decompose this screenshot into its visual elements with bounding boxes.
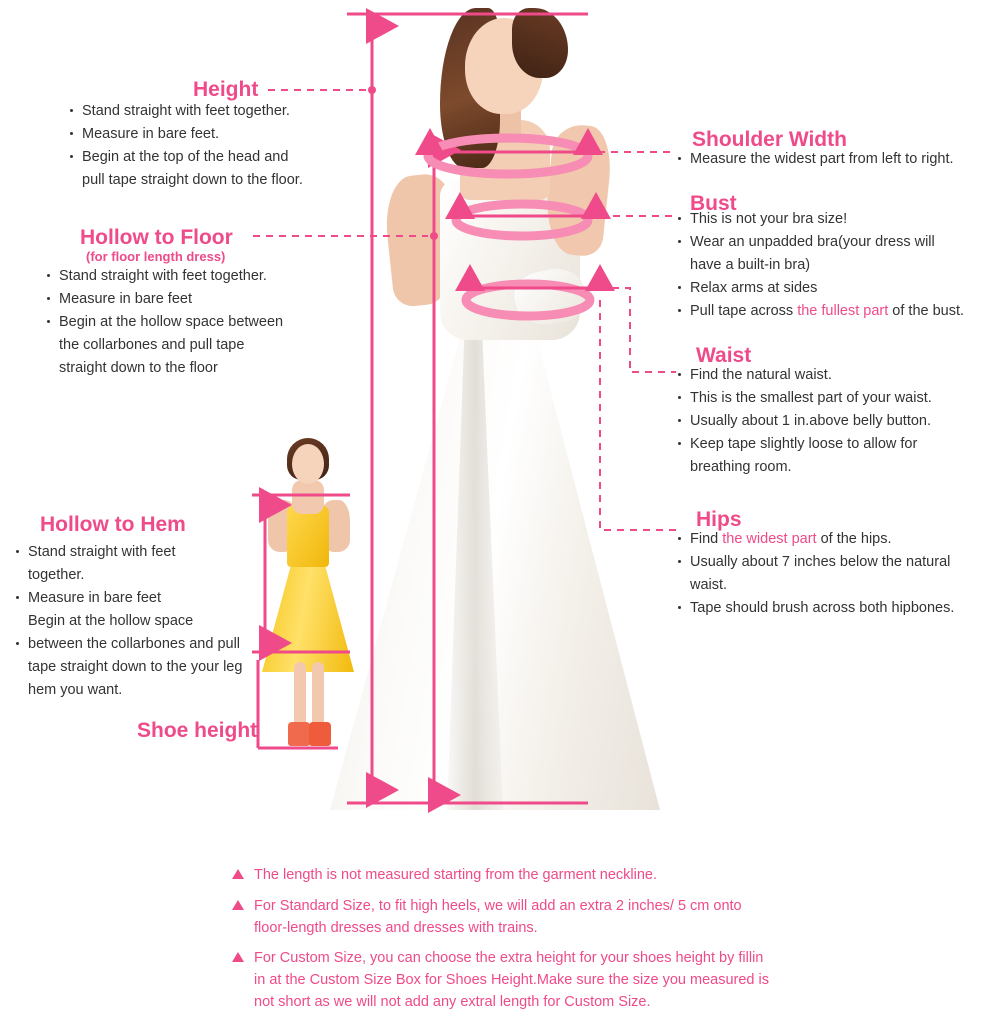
- list-item: Begin at the top of the head and: [68, 146, 358, 168]
- hollow-to-hem-bullets: [14, 541, 264, 702]
- list-item: breathing room.: [690, 459, 792, 476]
- list-item-bust-fullest: [676, 300, 1000, 322]
- list-item-hips-widest: [676, 528, 1000, 550]
- list-item: Measure in bare feet: [14, 587, 264, 609]
- hips-bullets: [676, 528, 1000, 620]
- list-item: Begin at the hollow space: [28, 613, 194, 630]
- girl-skirt: [262, 560, 354, 672]
- hips-heading: Hips: [696, 508, 742, 531]
- warning-triangle-icon: [232, 900, 244, 910]
- list-item: tape straight down to the your leg: [28, 659, 243, 676]
- hips-first-prefix: Find: [690, 531, 723, 547]
- list-item: have a built-in bra): [690, 257, 811, 274]
- height-bullets: [68, 100, 358, 192]
- girl-head: [292, 444, 324, 484]
- note-line: in at the Custom Size Box for Shoes Height.Make sure the size you measured is: [254, 972, 769, 988]
- waist-bullets: [676, 364, 1000, 479]
- note-line: not short as we will not add any extral length for Custom Size.: [254, 993, 651, 1010]
- shoulder-width-heading: Shoulder Width: [692, 128, 847, 151]
- note-line: For Standard Size, to fit high heels, we will add an extra 2 inches/ 5 cm onto: [254, 897, 742, 914]
- list-item: This is not your bra size!: [676, 208, 1000, 230]
- list-item: This is the smallest part of your waist.: [676, 387, 1000, 409]
- girl-left-leg: [294, 662, 306, 728]
- bust-last-highlight: the fullest part: [797, 303, 889, 320]
- note-line: The length is not measured starting from the garment neckline.: [254, 867, 657, 883]
- list-item: Relax arms at sides: [676, 277, 1000, 299]
- height-heading: Height: [193, 78, 259, 101]
- list-item: Wear an unpadded bra(your dress will: [676, 231, 1000, 253]
- footer-note: [232, 948, 872, 1013]
- shoulder-width-bullets: [676, 148, 996, 171]
- shoe-height-heading: Shoe height: [137, 719, 258, 742]
- bust-heading: Bust: [690, 192, 737, 215]
- list-item: Begin at the hollow space between: [45, 311, 345, 333]
- note-line: For Custom Size, you can choose the extra height for your shoes height by fillin: [254, 950, 764, 967]
- list-item: Stand straight with feet together.: [68, 100, 358, 122]
- bust-last-prefix: Pull tape across: [690, 303, 798, 320]
- girl-bodice: [287, 505, 329, 567]
- girl-left-shoe: [288, 722, 310, 746]
- list-item: pull tape straight down to the floor.: [82, 172, 303, 189]
- hips-first-highlight: the widest part: [722, 531, 817, 547]
- list-item: Usually about 1 in.above belly button.: [676, 410, 1000, 432]
- footer-notes: [232, 865, 872, 1023]
- list-item: Measure in bare feet.: [68, 123, 358, 145]
- bust-last-suffix: of the bust.: [888, 303, 965, 320]
- warning-triangle-icon: [232, 952, 244, 962]
- list-item: Stand straight with feet: [14, 541, 264, 563]
- girl-right-shoe: [309, 722, 331, 746]
- list-item: waist.: [690, 577, 728, 594]
- list-item: Stand straight with feet together.: [45, 265, 345, 287]
- list-item: the collarbones and pull tape: [59, 337, 245, 354]
- list-item: straight down to the floor: [59, 360, 218, 377]
- hollow-to-floor-bullets: [45, 265, 345, 380]
- hollow-to-floor-subheading: (for floor length dress): [86, 249, 226, 264]
- list-item: Usually about 7 inches below the natural: [676, 551, 1000, 573]
- footer-note: [232, 896, 872, 940]
- list-item: between the collarbones and pull: [14, 633, 264, 655]
- list-item: Find the natural waist.: [676, 364, 1000, 386]
- list-item: Measure the widest part from left to right.: [676, 148, 996, 170]
- list-item: hem you want.: [28, 682, 123, 699]
- hollow-to-floor-heading: Hollow to Floor: [80, 226, 233, 249]
- bust-bullets: [676, 208, 1000, 323]
- list-item: Tape should brush across both hipbones.: [676, 597, 1000, 619]
- note-line: floor-length dresses and dresses with trains.: [254, 919, 538, 936]
- waist-heading: Waist: [696, 344, 752, 367]
- list-item: together.: [28, 567, 85, 584]
- footer-note: [232, 865, 872, 887]
- hollow-to-hem-heading: Hollow to Hem: [40, 513, 186, 536]
- bride-hair-right: [512, 8, 568, 78]
- list-item: Keep tape slightly loose to allow for: [676, 433, 1000, 455]
- girl-right-leg: [312, 662, 324, 728]
- warning-triangle-icon: [232, 869, 244, 879]
- hips-first-suffix: of the hips.: [816, 531, 892, 547]
- girl-torso: [292, 480, 324, 514]
- list-item: Measure in bare feet: [45, 288, 345, 310]
